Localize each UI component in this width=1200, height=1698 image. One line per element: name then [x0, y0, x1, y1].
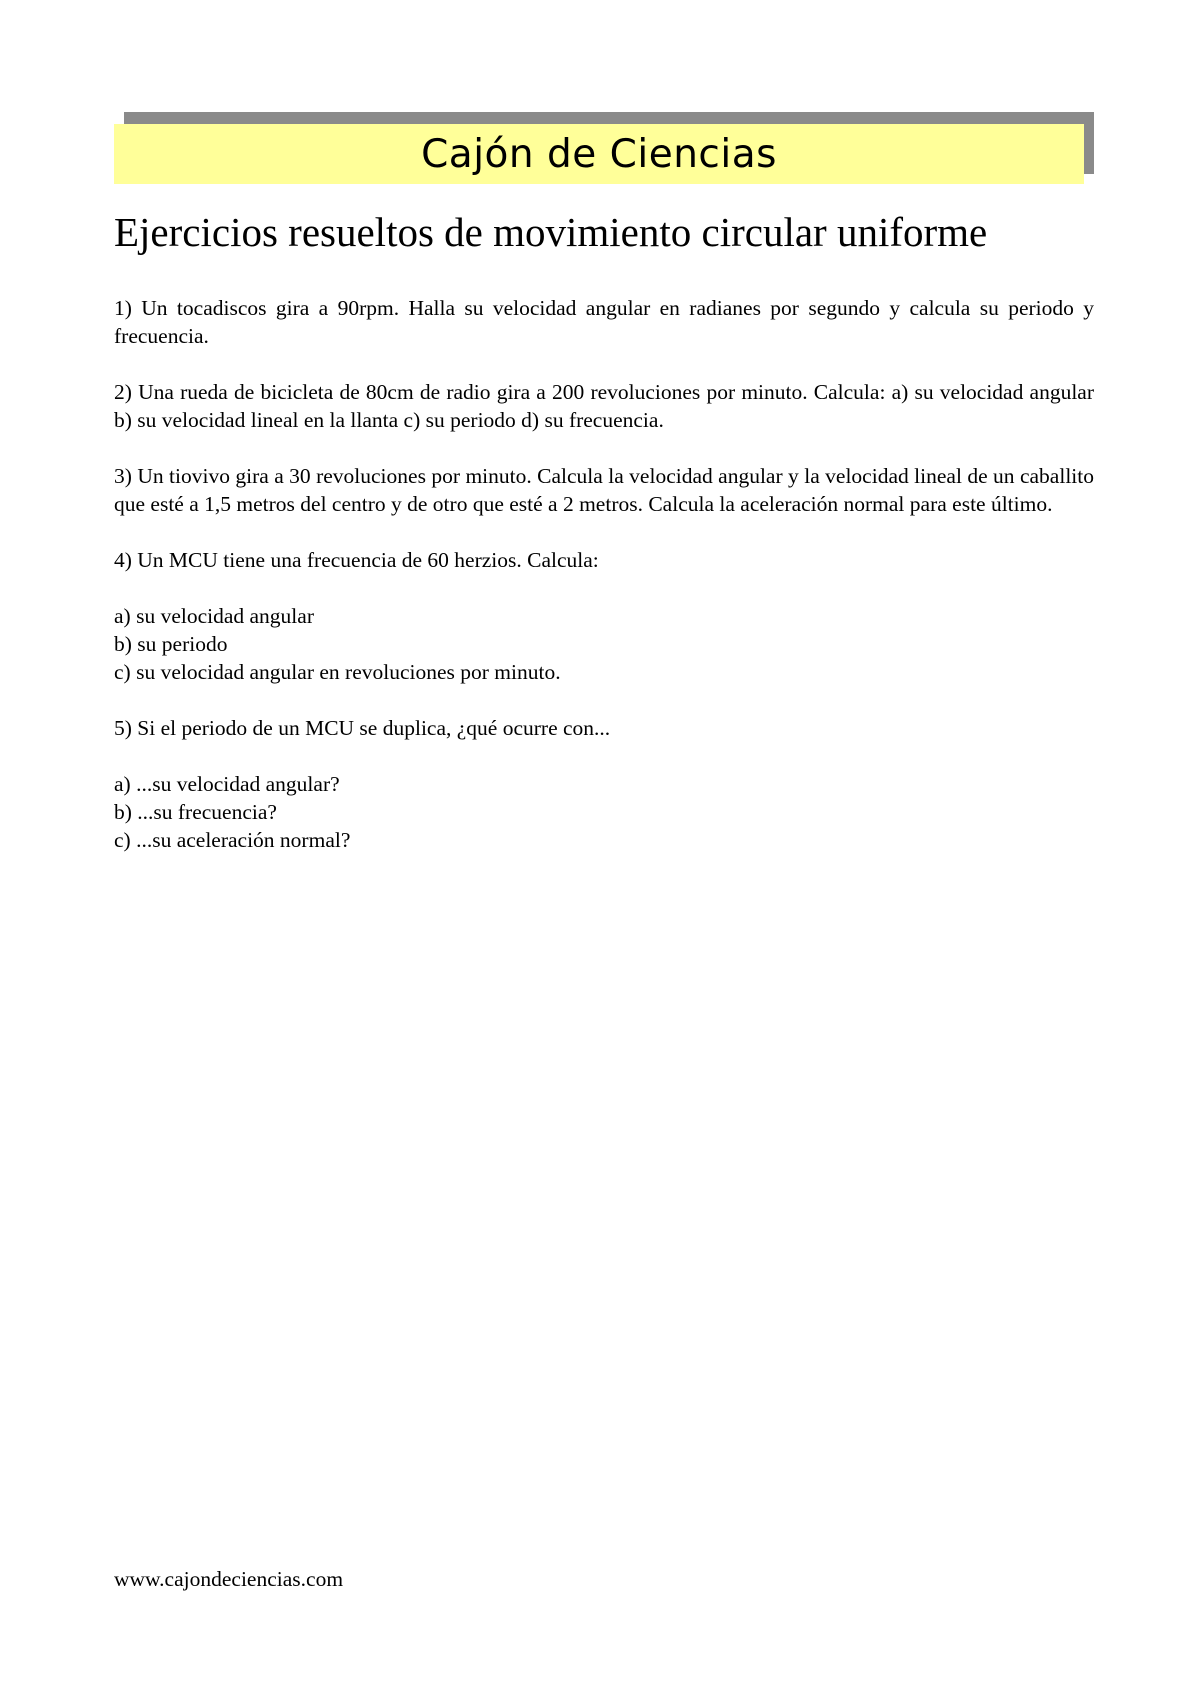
exercise-5-subitems — [114, 770, 1094, 854]
exercise-5: 5) Si el periodo de un MCU se duplica, ¿qué ocurre con... — [114, 716, 611, 740]
banner-title: Cajón de Ciencias — [421, 131, 777, 177]
exercise-3: 3) Un tiovivo gira a 30 revoluciones por minuto. Calcula la velocidad angular y la velocidad lineal de un caballito que esté a 1,5 metros del centro y de otro que esté a 2 metros. Calcula la aceleración normal para este último. — [114, 464, 1094, 516]
exercise-1: 1) Un tocadiscos gira a 90rpm. Halla su velocidad angular en radianes por segundo y calcula su periodo y frecuencia. — [114, 296, 1094, 348]
document-title: Ejercicios resueltos de movimiento circular uniforme — [114, 209, 988, 255]
exercise-4-item-a: a) su velocidad angular — [114, 604, 314, 628]
exercise-4-item-b: b) su periodo — [114, 632, 228, 656]
exercise-list — [114, 294, 1094, 882]
exercise-4-subitems — [114, 602, 1094, 686]
exercise-4-item-c: c) su velocidad angular en revoluciones por minuto. — [114, 660, 561, 684]
exercise-5-item-a: a) ...su velocidad angular? — [114, 772, 340, 796]
exercise-4: 4) Un MCU tiene una frecuencia de 60 herzios. Calcula: — [114, 548, 599, 572]
footer-url: www.cajondeciencias.com — [114, 1567, 344, 1591]
exercise-5-item-c: c) ...su aceleración normal? — [114, 828, 351, 852]
exercise-5-item-b: b) ...su frecuencia? — [114, 800, 277, 824]
header-banner — [114, 124, 1084, 184]
exercise-2: 2) Una rueda de bicicleta de 80cm de radio gira a 200 revoluciones por minuto. Calcula: a) su velocidad angular b) su velocidad lineal en la llanta c) su periodo d) su frecuencia. — [114, 380, 1094, 432]
